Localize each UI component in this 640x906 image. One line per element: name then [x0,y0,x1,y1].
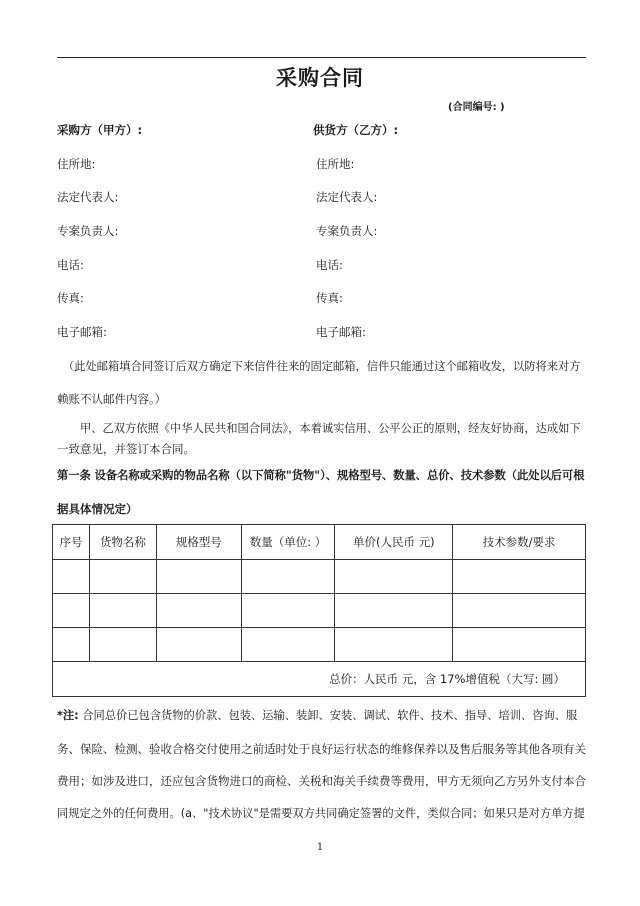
table-row [53,628,586,662]
header-spec-model: 规格型号 [156,525,241,560]
header-index: 序号 [53,525,90,560]
table-cell [335,560,453,594]
party-a-address: 住所地: [57,157,96,171]
header-quantity: 数量（单位: ） [241,525,335,560]
table-cell [156,628,241,662]
party-a-project-lead: 专案负责人: [57,224,119,238]
table-cell [453,628,586,662]
table-cell [241,628,335,662]
article-1-line-2: 据具体情况定） [57,502,138,516]
total-price: 总价：人民币 元，含 17%增值税（大写: 圆） [53,662,586,697]
document-title: 采购合同 [276,66,364,90]
table-cell [89,560,156,594]
email-note-line-2: 赖账不认邮件内容。） [57,392,167,406]
page-number: 1 [316,842,324,853]
party-b-phone: 电话: [316,258,343,272]
header-goods-name: 货物名称 [89,525,156,560]
table-cell [89,628,156,662]
party-b-fax: 传真: [316,291,343,305]
note-line-2: 务、保险、检测、验收合格交付使用之前适时处于良好运行状态的维修保养以及售后服务等其他各项有关 [57,742,586,756]
top-rule [57,57,586,58]
note-line-4: 同规定之外的任何费用。(a、"技术协议"是需要双方共同确定签署的文件，类似合同；如果只是对方单方提 [57,807,585,820]
header-unit-price: 单价(人民币 元) [335,525,453,560]
table-header-row [53,525,586,560]
table-cell [89,594,156,628]
party-b-project-lead: 专案负责人: [316,224,378,238]
table-row [53,594,586,628]
email-note-line-1: （此处邮箱填合同签订后双方确定下来信件往来的固定邮箱，信件只能通过这个邮箱收发，以防将来对方 [63,360,581,373]
contract-number: (合同编号: ) [448,102,505,113]
table-cell [53,560,90,594]
header-tech-params: 技术参数/要求 [453,525,586,560]
note-line-3: 费用；如涉及进口，还应包含货物进口的商检、关税和海关手续费等费用，甲方无须向乙方另外支付本合 [57,774,586,788]
party-a-phone: 电话: [57,258,84,272]
party-b-address: 住所地: [316,157,355,171]
note-text-1: 合同总价已包含货物的价款、包装、运输、装卸、安装、调试、软件、技术、指导、培训、咨询、服 [82,709,578,722]
party-b-legal-rep: 法定代表人: [316,190,378,204]
table-cell [53,628,90,662]
table-cell [453,594,586,628]
table-cell [335,628,453,662]
table-total-row [53,662,586,697]
table-cell [335,594,453,628]
table-row [53,560,586,594]
party-a-email: 电子邮箱: [57,325,107,339]
party-b-email: 电子邮箱: [316,325,366,339]
party-b-heading: 供货方（乙方）: [313,123,399,137]
intro-line-2: 一致意见，并签订本合同。 [57,442,195,456]
party-a-legal-rep: 法定代表人: [57,190,119,204]
table-cell [156,560,241,594]
article-1-line-1: 第一条 设备名称或采购的物品名称（以下简称"货物"）、规格型号、数量、总价、技术参数（此处以后可根 [57,469,585,482]
table-cell [156,594,241,628]
table-cell [53,594,90,628]
goods-table [52,524,586,697]
party-a-heading: 采购方（甲方）: [57,123,143,137]
table-cell [241,594,335,628]
intro-line-1: 甲、乙双方依照《中华人民共和国合同法》，本着诚实信用、公平公正的原则，经友好协商，达成如下 [80,422,581,435]
note-label: *注: [57,709,79,722]
table-cell [453,560,586,594]
note-line-1 [57,707,577,723]
table-cell [241,560,335,594]
party-a-fax: 传真: [57,291,84,305]
